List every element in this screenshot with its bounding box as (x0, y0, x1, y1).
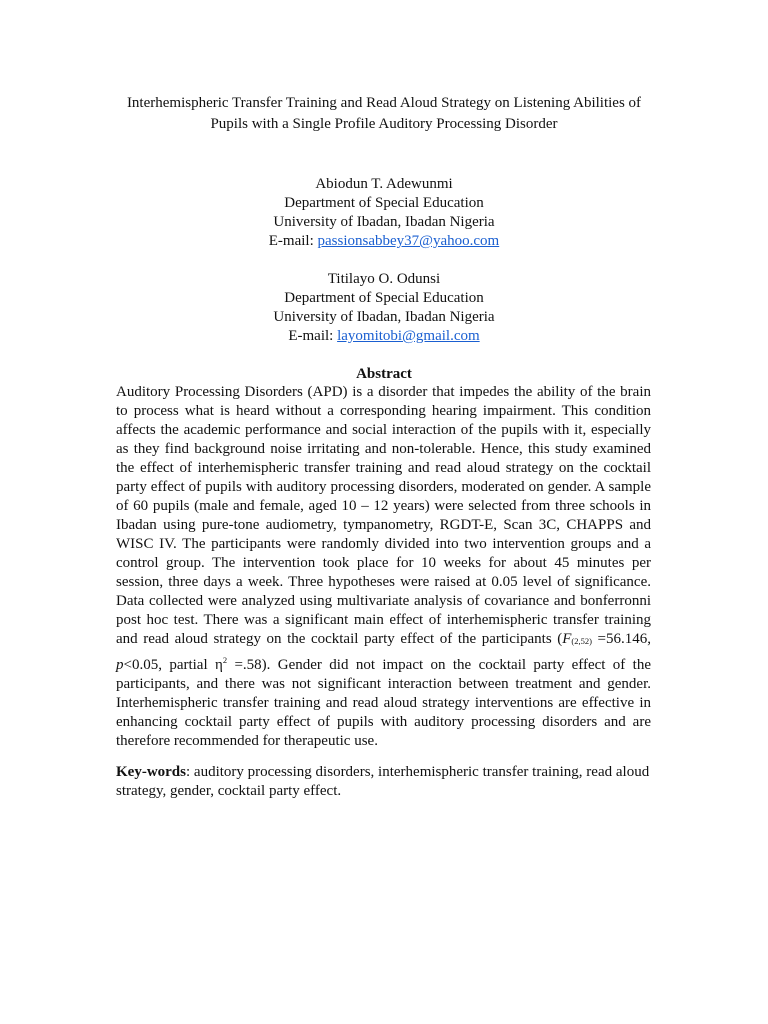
stat-p-symbol: p (116, 657, 124, 673)
author-university: University of Ibadan, Ibadan Nigeria (273, 214, 495, 230)
keywords-paragraph (116, 763, 651, 801)
author-department: Department of Special Education (284, 195, 484, 211)
email-label: E-mail: (268, 233, 318, 249)
keywords-text: : auditory processing disorders, interhemispheric transfer training, read aloud strategy, gender, cocktail party effect. (116, 764, 650, 799)
stat-eta-value: =.58) (227, 657, 267, 673)
author-email-line (100, 327, 668, 346)
author-department: Department of Special Education (284, 290, 484, 306)
stat-eta-superscript: 2 (222, 655, 228, 665)
author-name: Abiodun T. Adewunmi (315, 176, 453, 192)
author-email-line (100, 232, 668, 251)
author-block-2 (100, 270, 668, 346)
abstract-body (116, 383, 651, 751)
abstract-text-part-2: . Gender did not impact on the cocktail party effect of the participants, and there was not significant interaction between treatment and gender. Interhemispheric transfer training and read aloud strategy interventions are effective in enhancing cocktail party effect of pupils with auditory processing disorders and are therefore recommended for therapeutic use. (116, 657, 651, 749)
author-block-1 (100, 175, 668, 251)
author-university: University of Ibadan, Ibadan Nigeria (273, 309, 495, 325)
stat-f-value: =56.146, (591, 631, 651, 647)
stat-p-value: <0.05, partial η (123, 657, 223, 673)
author-email-link[interactable]: passionsabbey37@yahoo.com (317, 233, 500, 249)
paper-title-line-2: Pupils with a Single Profile Auditory Processing Disorder (210, 116, 558, 132)
abstract-text-part-1: Auditory Processing Disorders (APD) is a disorder that impedes the ability of the brain to process what is heard without a corresponding hearing impairment. This condition affects the academic performance and social interaction of the pupils with it, especially as they find background noise irritating and non-tolerable. Hence, this study examined the effect of interhemispheric transfer training and read aloud strategy on the cocktail party effect of pupils with auditory processing disorders, moderated on gender. A sample of 60 pupils (male and female, aged 10 – 12 years) were selected from three schools in Ibadan using pure-tone audiometry, tympanometry, RGDT-E, Scan 3C, CHAPPS and WISC IV. The participants were randomly divided into two intervention groups and a control group. The intervention took place for 10 weeks for about 45 minutes per session, three days a week. Three hypotheses were raised at 0.05 level of significance. Data collected were analyzed using multivariate analysis of covariance and bonferronni post hoc test. There was a significant main effect of interhemispheric transfer training and read aloud strategy on the cocktail party effect of the participants ( (116, 384, 651, 647)
author-name: Titilayo O. Odunsi (327, 271, 441, 287)
author-email-link[interactable]: layomitobi@gmail.com (337, 328, 480, 344)
paper-title (100, 93, 668, 135)
stat-f-symbol: F (562, 631, 572, 647)
stat-f-degrees: (2,52) (571, 636, 592, 646)
email-label: E-mail: (288, 328, 338, 344)
keywords-label: Key-words (116, 764, 186, 780)
abstract-heading: Abstract (356, 366, 412, 382)
paper-title-line-1: Interhemispheric Transfer Training and Read Aloud Strategy on Listening Abilities of (126, 95, 642, 111)
